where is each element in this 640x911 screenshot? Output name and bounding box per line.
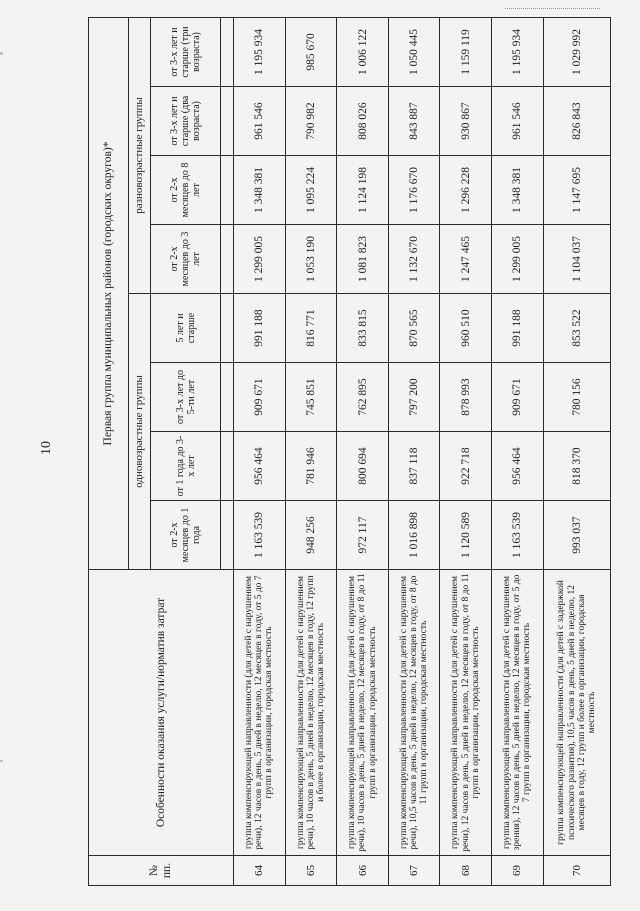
row-number: 65 — [285, 856, 337, 886]
value-cell: 1 176 670 — [388, 156, 440, 225]
row-number: 64 — [234, 856, 286, 886]
value-cell: 816 771 — [285, 294, 337, 363]
table-row — [388, 17, 440, 885]
value-cell: 972 117 — [337, 501, 389, 570]
value-cell: 991 188 — [234, 294, 286, 363]
header-group-title: Первая группа муниципальных районов (городских округов)* — [89, 17, 129, 569]
value-cell: 1 050 445 — [388, 17, 440, 86]
value-cell: 1 081 823 — [337, 225, 389, 294]
value-cell: 956 464 — [234, 432, 286, 501]
value-cell: 843 887 — [388, 87, 440, 156]
value-cell: 948 256 — [285, 501, 337, 570]
index-cell — [221, 87, 234, 156]
value-cell: 790 982 — [285, 87, 337, 156]
value-cell: 930 867 — [440, 87, 492, 156]
value-cell: 1 348 381 — [234, 156, 286, 225]
table-row — [492, 17, 544, 885]
value-cell: 1 195 934 — [492, 17, 544, 86]
header-feature: Особенности оказания услуги/норматив затрат — [89, 570, 234, 856]
index-cell — [221, 225, 234, 294]
value-cell: 1 147 695 — [543, 156, 610, 225]
header-single-age: одновозрастные группы — [129, 294, 151, 570]
age-col-header: от 2-х месяцев до 3 лет — [151, 225, 221, 294]
value-cell: 1 053 190 — [285, 225, 337, 294]
row-description: группа компенсирующей направленности (для детей с нарушением речи), 10 часов в день, 5 дней в неделю, 12 месяцев в году, от 8 до 11 групп в организации, городская местность — [337, 570, 389, 856]
header-number: № пп. — [89, 856, 234, 886]
age-col-header: от 1 года до 3-х лет — [151, 432, 221, 501]
value-cell: 1 299 005 — [234, 225, 286, 294]
value-cell: 797 200 — [388, 363, 440, 432]
row-description: группа компенсирующей направленности (для детей с нарушением речи), 12 часов в день, 5 дней в неделю, 12 месяцев в году, от 5 до 7 групп в организации, городская местность — [234, 570, 286, 856]
age-col-header: 5 лет и старше — [151, 294, 221, 363]
index-cell — [221, 17, 234, 86]
value-cell: 961 546 — [492, 87, 544, 156]
scan-mark — [0, 52, 3, 55]
value-cell: 1 016 898 — [388, 501, 440, 570]
index-cell — [221, 363, 234, 432]
value-cell: 960 510 — [440, 294, 492, 363]
value-cell: 1 124 198 — [337, 156, 389, 225]
header-multi-age: разновозрастные группы — [129, 17, 151, 293]
index-cell — [221, 432, 234, 501]
value-cell: 909 671 — [492, 363, 544, 432]
value-cell: 781 946 — [285, 432, 337, 501]
value-cell: 745 851 — [285, 363, 337, 432]
value-cell: 818 370 — [543, 432, 610, 501]
row-description: группа компенсирующей направленности (для детей с нарушением речи), 12 часов в день, 5 дней в неделю, 12 месяцев в году, от 8 до 11 групп в организации, городская местность — [440, 570, 492, 856]
value-cell: 780 156 — [543, 363, 610, 432]
value-cell: 1 348 381 — [492, 156, 544, 225]
page-number: 10 — [39, 441, 54, 455]
table-row — [285, 17, 337, 885]
rotated-page-content — [88, 18, 611, 886]
value-cell: 762 895 — [337, 363, 389, 432]
row-number: 66 — [337, 856, 389, 886]
value-cell: 800 694 — [337, 432, 389, 501]
value-cell: 1 132 670 — [388, 225, 440, 294]
age-col-header: от 3-х лет и старше (два возраста) — [151, 87, 221, 156]
value-cell: 870 565 — [388, 294, 440, 363]
row-description: группа компенсирующей направленности (для детей с нарушением речи), 10,5 часов в день, 5 дней в неделю, 12 месяцев в году, от 8 до 11 групп в организации, городская местность — [388, 570, 440, 856]
value-cell: 922 718 — [440, 432, 492, 501]
table-row — [543, 17, 610, 885]
age-col-header: от 3-х лет до 5-ти лет — [151, 363, 221, 432]
value-cell: 956 464 — [492, 432, 544, 501]
value-cell: 961 546 — [234, 87, 286, 156]
row-number: 67 — [388, 856, 440, 886]
value-cell: 833 815 — [337, 294, 389, 363]
index-cell — [221, 294, 234, 363]
value-cell: 1 163 539 — [492, 501, 544, 570]
value-cell: 1 159 119 — [440, 17, 492, 86]
value-cell: 1 296 228 — [440, 156, 492, 225]
value-cell: 909 671 — [234, 363, 286, 432]
row-description: группа компенсирующей направленности (для детей с задержкой психического развития), 10,5 часов в день, 5 дней в неделю, 12 месяцев в году, 12 групп и более в организации, городская местность — [543, 570, 610, 856]
value-cell: 837 118 — [388, 432, 440, 501]
age-col-header: от 2-х месяцев до 1 года — [151, 501, 221, 570]
value-cell: 878 993 — [440, 363, 492, 432]
value-cell: 1 247 465 — [440, 225, 492, 294]
value-cell: 993 037 — [543, 501, 610, 570]
table-row — [337, 17, 389, 885]
row-description: группа компенсирующей направленности (для детей с нарушением речи), 10 часов в день, 5 дней в неделю, 12 месяцев в году, 12 групп и более в организации, городская местность — [285, 570, 337, 856]
row-number: 69 — [492, 856, 544, 886]
value-cell: 1 163 539 — [234, 501, 286, 570]
age-col-header: от 2-х месяцев до 8 лет — [151, 156, 221, 225]
row-number: 68 — [440, 856, 492, 886]
scan-dots — [505, 8, 600, 10]
value-cell: 853 522 — [543, 294, 610, 363]
age-col-header: от 3-х лет и старше (три возраста) — [151, 17, 221, 86]
row-number: 70 — [543, 856, 610, 886]
value-cell: 985 670 — [285, 17, 337, 86]
value-cell: 808 026 — [337, 87, 389, 156]
value-cell: 1 195 934 — [234, 17, 286, 86]
value-cell: 1 029 992 — [543, 17, 610, 86]
value-cell: 991 188 — [492, 294, 544, 363]
value-cell: 826 843 — [543, 87, 610, 156]
value-cell: 1 095 224 — [285, 156, 337, 225]
value-cell: 1 006 122 — [337, 17, 389, 86]
table-row — [234, 17, 286, 885]
index-cell — [221, 501, 234, 570]
scan-mark — [0, 760, 3, 762]
tariff-table — [88, 17, 611, 886]
table-row — [440, 17, 492, 885]
row-description: группа компенсирующей направленности (для детей с нарушением зрения), 12 часов в день, 5 дней в неделю, 12 месяцев в году, от 5 до 7 групп в организации, городская местность — [492, 570, 544, 856]
value-cell: 1 299 005 — [492, 225, 544, 294]
value-cell: 1 120 589 — [440, 501, 492, 570]
value-cell: 1 104 037 — [543, 225, 610, 294]
index-cell — [221, 156, 234, 225]
